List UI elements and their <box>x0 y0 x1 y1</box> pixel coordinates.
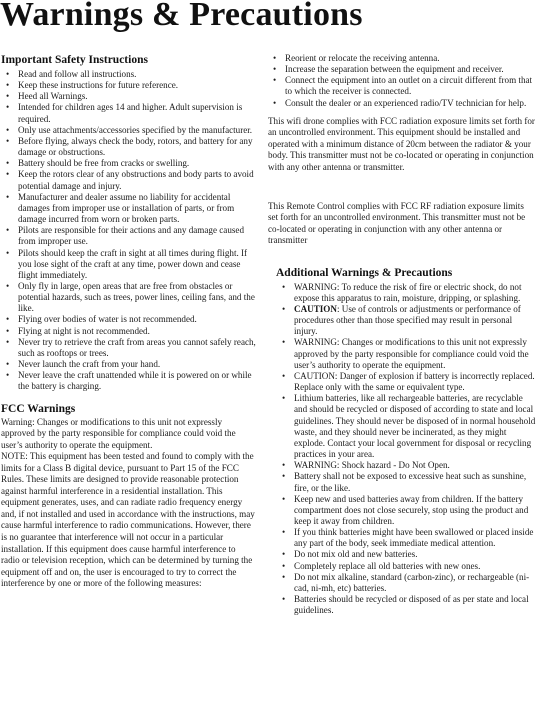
safety-heading: Important Safety Instructions <box>1 54 148 66</box>
list-item-text: Keep new and used batteries away from children. If the battery compartment does not close securely, stop using the product and keep it away from children. <box>294 493 529 526</box>
list-item: • Read and follow all instructions. <box>1 69 256 80</box>
left-column <box>1 53 256 590</box>
list-item: • Flying at night is not recommended. <box>1 326 256 337</box>
list-item: • Never try to retrieve the craft from areas you cannot safely reach, such as rooftops or trees. <box>1 337 256 359</box>
remote-rf-exposure-text: This Remote Control complies with FCC RF radiation exposure limits set forth for an uncontrolled environment. This transmitter must not be co-located or operating in conjunction with any other antenna or transmitter <box>268 200 526 246</box>
fcc-warning-text: Warning: Changes or modifications to this unit not expressly approved by the party responsible for compliance could void the user’s authority to operate the equipment. NOTE: This equipment has been tested and found to comply with the limits for a Class B digital device, pursuant to Part 15 of the FCC Rules. These limits are designed to provide reasonable protection against harmful interference in a residential installation. This equipment generates, uses, and can radiate radio frequency energy and, if not installed and used in accordance with the instructions, may cause harmful interference to radio communications. However, there is no guarantee that interference will not occur in a particular installation. If this equipment does cause harmful interference to radio or television reception, which can be determined by turning the equipment off and on, the user is encouraged to try to correct the interference by one or more of the following measures: <box>1 416 255 589</box>
list-item-text: Batteries should be recycled or disposed of as per state and local guidelines. <box>294 594 529 616</box>
list-item <box>277 337 536 370</box>
list-item: • Keep these instructions for future reference. <box>1 80 256 91</box>
list-item-text: Battery shall not be exposed to excessive heat such as sunshine, fire, or the like. <box>294 471 527 493</box>
list-item: • Battery should be free from cracks or swelling. <box>1 158 256 169</box>
list-item: • Reorient or relocate the receiving antenna. <box>268 53 536 64</box>
list-item: • Before flying, always check the body, rotors, and battery for any damage or obstructions. <box>1 136 256 158</box>
list-item-text: Completely replace all old batteries with new ones. <box>294 560 481 571</box>
list-item: • Keep the rotors clear of any obstructions and body parts to avoid potential damage and injury. <box>1 169 256 191</box>
list-item-text: Lithium batteries, like all rechargeable batteries, are recyclable and should be recycled or disposed of according to state and local guidelines. They should never be disposed of in normal household waste, and they should never be incinerated, as they might explode. Contact your local government for disposal or recycling practices in your area. <box>294 393 536 460</box>
list-item-text: WARNING: To reduce the risk of fire or electric shock, do not expose this apparatus to rain, moisture, dripping, or splashing. <box>294 281 522 303</box>
list-item <box>277 572 536 594</box>
list-item: • Heed all Warnings. <box>1 91 256 102</box>
additional-warnings-list <box>277 282 536 617</box>
right-column <box>268 53 536 616</box>
list-item-text: WARNING: Shock hazard - Do Not Open. <box>294 460 450 471</box>
list-item-text: Do not mix alkaline, standard (carbon-zinc), or rechargeable (ni-cad, ni-mh, etc) batteries. <box>294 571 530 593</box>
list-item <box>277 282 536 304</box>
list-item: • Never leave the craft unattended while it is powered on or while the battery is charging. <box>1 370 256 392</box>
list-item <box>277 527 536 549</box>
list-item: • Intended for children ages 14 and higher. Adult supervision is required. <box>1 102 256 124</box>
list-item: • Consult the dealer or an experienced radio/TV technician for help. <box>268 98 536 109</box>
list-item: • Flying over bodies of water is not recommended. <box>1 314 256 325</box>
list-item <box>277 371 536 393</box>
list-item <box>277 549 536 560</box>
list-item-text: If you think batteries might have been swallowed or placed inside any part of the body, seek immediate medical attention. <box>294 527 534 549</box>
list-item: • Manufacturer and dealer assume no liability for accidental damages from improper use or installation of parts, or from damage incurred from worn or broken parts. <box>1 192 256 225</box>
list-item: • Increase the separation between the equipment and receiver. <box>268 64 536 75</box>
page-title: Warnings & Precautions <box>0 0 363 33</box>
list-item: • Pilots are responsible for their actions and any damage caused from improper use. <box>1 225 256 247</box>
fcc-heading: FCC Warnings <box>1 402 76 415</box>
list-item <box>277 460 536 471</box>
list-item <box>277 594 536 616</box>
list-item <box>277 393 536 460</box>
list-item-text: Do not mix old and new batteries. <box>294 549 418 560</box>
additional-warnings-heading: Additional Warnings & Precautions <box>276 266 453 279</box>
list-item <box>277 304 536 337</box>
list-item: • Connect the equipment into an outlet on a circuit different from that to which the receiver is connected. <box>268 75 536 97</box>
list-item <box>277 561 536 572</box>
list-item: • Only use attachments/accessories specified by the manufacturer. <box>1 125 256 136</box>
list-item: • Pilots should keep the craft in sight at all times during flight. If you lose sight of the craft at any time, power down and cease flight immediately. <box>1 248 256 281</box>
list-item <box>277 471 536 493</box>
list-item-text: WARNING: Changes or modifications to this unit not expressly approved by the party responsible for compliance could void the user’s authority to operate the equipment. <box>294 337 529 370</box>
safety-instructions-list <box>1 69 256 393</box>
list-item: • Only fly in large, open areas that are free from obstacles or potential hazards, such as trees, power lines, ceiling fans, and the like. <box>1 281 256 314</box>
list-item: • Never launch the craft from your hand. <box>1 359 256 370</box>
caution-label: CAUTION <box>294 304 337 315</box>
drone-rf-exposure-text: This wifi drone complies with FCC radiation exposure limits set forth for an uncontrolled environment. This equipment should be installed and operated with a minimum distance of 20cm between the radiator & your body. This transmitter must not be co-located or operating in conjunction with any other antenna or transmitter. <box>268 115 535 172</box>
list-item <box>277 494 536 527</box>
interference-measures-list <box>268 53 536 109</box>
list-item-text: CAUTION: Danger of explosion if battery is incorrectly replaced. Replace only with the same or equivalent type. <box>294 370 535 393</box>
list-item-text: : Use of controls or adjustments or performance of procedures other than those specified may result in personal injury. <box>294 304 521 337</box>
